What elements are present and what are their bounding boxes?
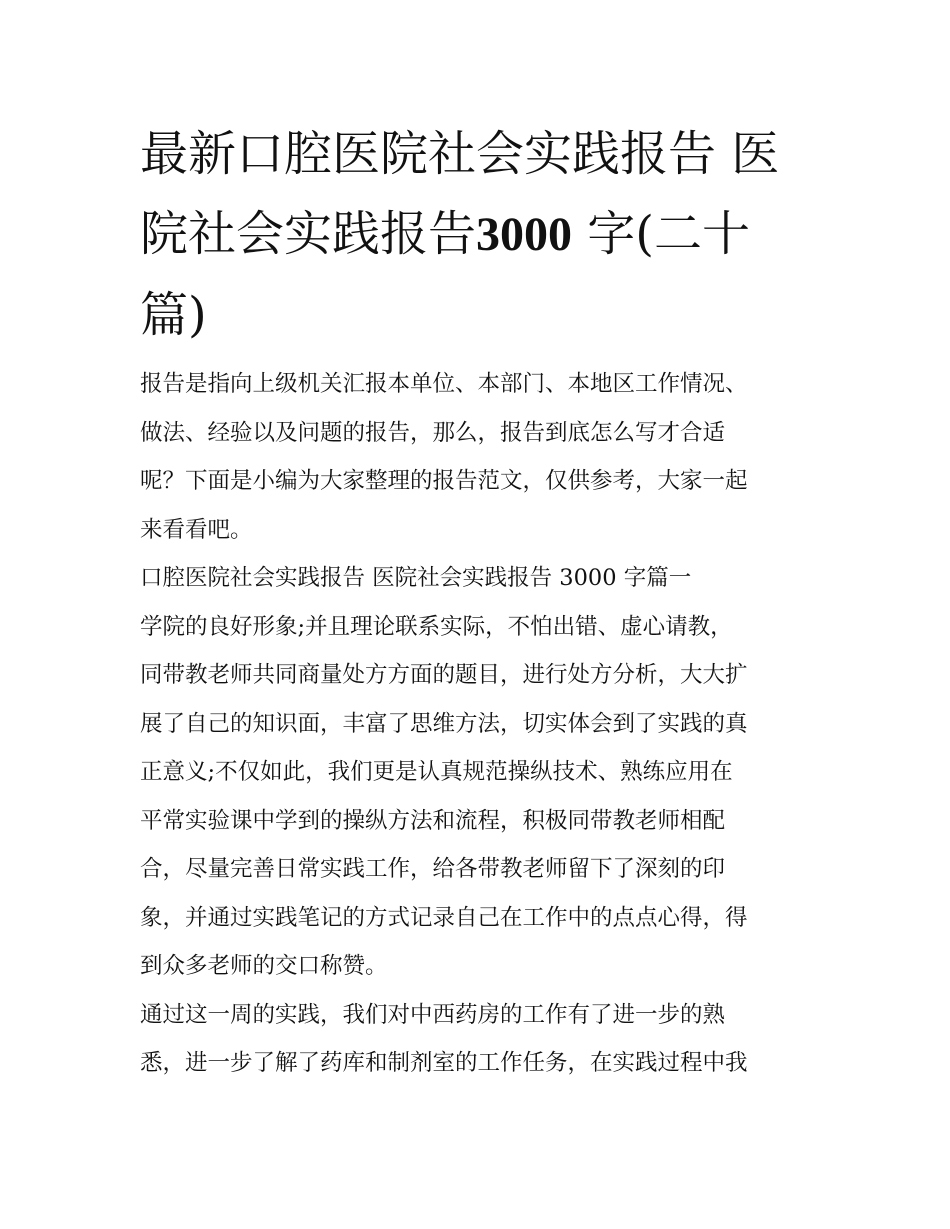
text-line: 展了自己的知识面，丰富了思维方法，切实体会到了实践的真 bbox=[140, 710, 748, 737]
title-line-2b: 字(二十 bbox=[587, 206, 751, 262]
text-line: 报告是指向上级机关汇报本单位、本部门、本地区工作情况、 bbox=[140, 371, 748, 397]
section-heading bbox=[140, 554, 820, 603]
document-title bbox=[140, 114, 820, 355]
title-line-1: 最新口腔医院社会实践报告 医 bbox=[140, 126, 780, 182]
text-line: 正意义;不仅如此，我们更是认真规范操纵技术、熟练应用在 bbox=[140, 759, 733, 785]
paragraph-intro bbox=[140, 360, 820, 554]
document-body bbox=[140, 360, 820, 1088]
text-line: 口腔医院社会实践报告 医院社会实践报告 3000 字篇一 bbox=[140, 565, 692, 591]
paragraph-practice bbox=[140, 603, 820, 991]
text-line: 平常实验课中学到的操纵方法和流程，积极同带教老师相配 bbox=[140, 807, 726, 834]
paragraph-week bbox=[140, 991, 820, 1088]
text-line: 合，尽量完善日常实践工作，给各带教老师留下了深刻的印 bbox=[140, 856, 726, 882]
title-number: 3000 bbox=[476, 208, 573, 261]
text-line: 通过这一周的实践，我们对中西药房的工作有了进一步的熟 bbox=[140, 1001, 726, 1028]
text-line: 同带教老师共同商量处方方面的题目，进行处方分析，大大扩 bbox=[140, 662, 748, 688]
text-line: 象，并通过实践笔记的方式记录自己在工作中的点点心得，得 bbox=[140, 904, 748, 931]
text-line: 到众多老师的交口称赞。 bbox=[140, 953, 388, 979]
text-line: 做法、经验以及问题的报告，那么，报告到底怎么写才合适 bbox=[140, 419, 726, 446]
text-line: 学院的良好形象;并且理论联系实际，不怕出错、虚心请教， bbox=[140, 613, 733, 640]
text-line: 悉，进一步了解了药库和制剂室的工作任务，在实践过程中我 bbox=[140, 1050, 748, 1076]
title-line-2a: 院社会实践报告 bbox=[140, 206, 477, 262]
title-line-3: 篇) bbox=[140, 287, 207, 343]
text-line: 来看看吧。 bbox=[140, 516, 253, 543]
text-line: 呢？下面是小编为大家整理的报告范文，仅供参考，大家一起 bbox=[140, 468, 748, 494]
